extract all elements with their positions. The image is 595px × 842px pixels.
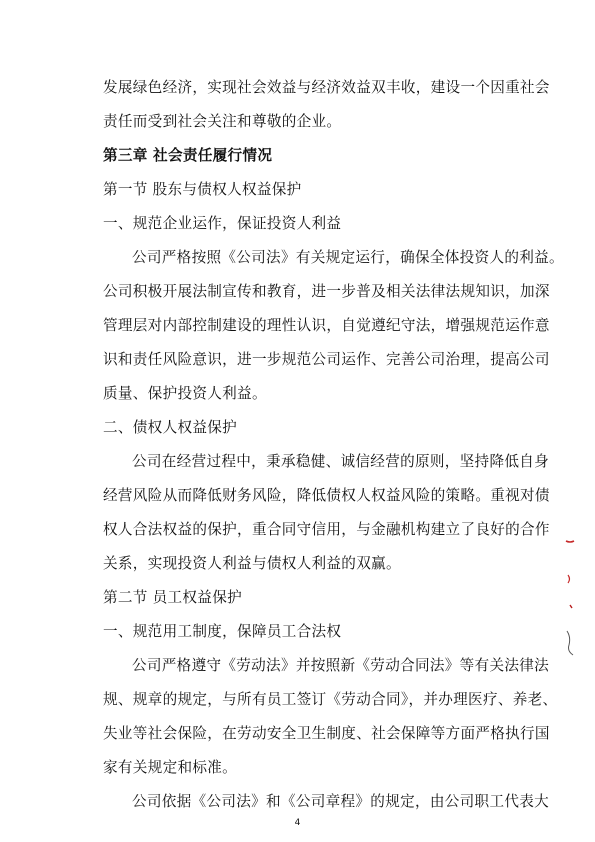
paragraph-line: 规、规章的规定，与所有员工签订《劳动合同》，并办理医疗、养老、: [103, 691, 558, 708]
paragraph-line: 家有关规定和标准。: [103, 759, 238, 776]
paragraph-line: 公司严格遵守《劳动法》并按照新《劳动合同法》等有关法律法: [132, 657, 550, 674]
paragraph-line: 公司严格按照《公司法》有关规定运行，确保全体投资人的利益。: [132, 249, 564, 266]
seal-edge-marks: [562, 535, 582, 675]
paragraph-line: 质量、保护投资人利益。: [103, 385, 267, 402]
paragraph-line: 公司积极开展法制宣传和教育，进一步普及相关法律法规知识，加深: [103, 283, 550, 300]
chapter-heading: 第三章 社会责任履行情况: [103, 147, 273, 164]
subsection-heading: 一、规范用工制度，保障员工合法权: [103, 623, 342, 640]
paragraph-line: 公司依据《公司法》和《公司章程》的规定，由公司职工代表大: [132, 793, 550, 810]
section-heading: 第二节 员工权益保护: [103, 589, 242, 606]
paragraph-line: 识和责任风险意识，进一步规范公司运作、完善公司治理，提高公司: [103, 351, 550, 368]
section-heading: 第一节 股东与债权人权益保护: [103, 181, 302, 198]
paragraph-line: 公司在经营过程中，秉承稳健、诚信经营的原则，坚持降低自身: [132, 453, 550, 470]
paragraph-line: 责任而受到社会关注和尊敬的企业。: [103, 113, 342, 130]
page-number: 4: [294, 818, 301, 828]
paragraph-line: 关系，实现投资人利益与债权人利益的双赢。: [103, 555, 401, 572]
paragraph-line: 发展绿色经济，实现社会效益与经济效益双丰收，建设一个因重社会: [103, 79, 550, 96]
paragraph-line: 经营风险从而降低财务风险，降低债权人权益风险的策略。重视对债: [103, 487, 550, 504]
paragraph-line: 失业等社会保险，在劳动安全卫生制度、社会保障等方面严格执行国: [103, 725, 550, 742]
paragraph-line: 权人合法权益的保护，重合同守信用，与金融机构建立了良好的合作: [103, 521, 550, 538]
subsection-heading: 二、债权人权益保护: [103, 419, 238, 436]
subsection-heading: 一、规范企业运作，保证投资人利益: [103, 215, 342, 232]
paragraph-line: 管理层对内部控制建设的理性认识，自觉遵纪守法，增强规范运作意: [103, 317, 550, 334]
